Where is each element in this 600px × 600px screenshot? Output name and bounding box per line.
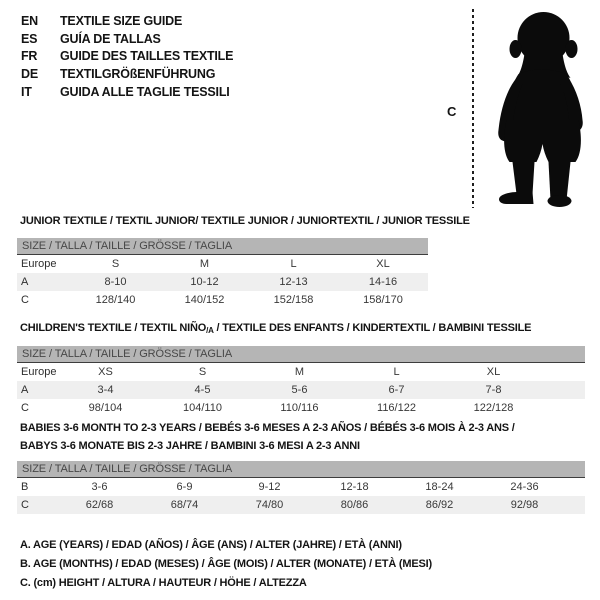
row-label-cell: C <box>21 294 29 306</box>
children-section-heading <box>20 322 531 335</box>
value-cell: 10-12 <box>190 276 219 288</box>
row-label-cell: A <box>21 384 29 396</box>
junior-size-table <box>17 238 428 309</box>
value-cell: 8-10 <box>104 276 127 288</box>
language-row <box>21 30 233 48</box>
language-row <box>21 83 233 101</box>
row-label-cell: C <box>21 499 29 511</box>
table-row <box>17 273 428 291</box>
row-label-cell: B <box>21 481 29 493</box>
language-title: GUÍA DE TALLAS <box>60 31 161 46</box>
value-cell <box>542 381 585 399</box>
language-title: TEXTILE SIZE GUIDE <box>60 13 183 28</box>
footnotes <box>20 536 432 593</box>
row-label-cell: A <box>21 276 29 288</box>
children-heading-subscript: /A <box>206 326 214 335</box>
value-cell: 12-18 <box>340 481 369 493</box>
size-header-bar: SIZE / TALLA / TAILLE / GRÖSSE / TAGLIA <box>17 346 585 363</box>
footnote-line-b: B. AGE (MONTHS) / EDAD (MESES) / ÂGE (MOIS) / ALTER (MONATE) / ETÀ (MESI) <box>20 558 432 570</box>
children-heading-suffix: / TEXTILE DES ENFANTS / KINDERTEXTIL / BAMBINI TESSILE <box>213 322 532 334</box>
value-cell: 122/128 <box>473 402 514 414</box>
height-dashed-line <box>472 9 474 208</box>
value-cell: 98/104 <box>88 402 123 414</box>
language-code: IT <box>21 85 32 100</box>
height-label-c: C <box>447 104 457 119</box>
babies-size-table <box>17 461 585 514</box>
toddler-silhouette-icon <box>486 8 599 210</box>
language-title-block <box>21 12 233 101</box>
language-row <box>21 48 233 66</box>
value-cell: 6-9 <box>176 481 193 493</box>
language-code: FR <box>21 49 38 64</box>
value-cell: 3-4 <box>97 384 114 396</box>
children-table-grid <box>17 363 585 417</box>
value-cell: 80/86 <box>340 499 369 511</box>
language-code: DE <box>21 67 38 82</box>
value-cell: S <box>198 366 207 378</box>
value-cell: 5-6 <box>291 384 308 396</box>
value-cell: 74/80 <box>255 499 284 511</box>
value-cell: S <box>111 258 120 270</box>
size-header-bar: SIZE / TALLA / TAILLE / GRÖSSE / TAGLIA <box>17 238 428 255</box>
value-cell: 158/170 <box>363 294 403 306</box>
value-cell <box>567 496 585 514</box>
value-cell: 152/158 <box>273 294 314 306</box>
value-cell: 128/140 <box>95 294 136 306</box>
value-cell: L <box>290 258 297 270</box>
value-cell <box>542 399 585 417</box>
junior-table-grid <box>17 255 428 309</box>
babies-section-heading <box>20 420 515 455</box>
row-label-cell: Europe <box>21 258 57 270</box>
row-label-cell: Europe <box>21 366 57 378</box>
table-row <box>17 496 585 514</box>
table-row <box>17 291 428 309</box>
footnote-line-a: A. AGE (YEARS) / EDAD (AÑOS) / ÂGE (ANS) / ALTER (JAHRE) / ETÀ (ANNI) <box>20 539 402 551</box>
table-row <box>17 399 585 417</box>
value-cell: 104/110 <box>183 402 222 414</box>
value-cell: 7-8 <box>485 384 502 396</box>
language-row <box>21 65 233 83</box>
value-cell: 3-6 <box>91 481 108 493</box>
value-cell: XS <box>98 366 113 378</box>
value-cell: 110/116 <box>280 402 319 414</box>
value-cell: 14-16 <box>368 276 398 288</box>
value-cell: 140/152 <box>184 294 225 306</box>
language-code: ES <box>21 31 38 46</box>
children-size-table <box>17 346 585 417</box>
value-cell: 68/74 <box>170 499 199 511</box>
language-title: GUIDE DES TAILLES TEXTILE <box>60 49 234 64</box>
value-cell: 4-5 <box>194 384 211 396</box>
value-cell: M <box>199 258 210 270</box>
value-cell: 116/122 <box>377 402 416 414</box>
children-heading-prefix: CHILDREN'S TEXTILE / TEXTIL NIÑO <box>20 322 207 334</box>
value-cell: 18-24 <box>425 481 454 493</box>
value-cell: 86/92 <box>425 499 454 511</box>
value-cell: M <box>294 366 305 378</box>
value-cell: XL <box>486 366 501 378</box>
footnote-line-c: C. (cm) HEIGHT / ALTURA / HAUTEUR / HÖHE / ALTEZZA <box>20 577 307 589</box>
language-title: GUIDA ALLE TAGLIE TESSILI <box>60 85 230 100</box>
language-row <box>21 12 233 30</box>
babies-heading-line2: BABYS 3-6 MONATE BIS 2-3 JAHRE / BAMBINI 3-6 MESI A 2-3 ANNI <box>20 439 360 452</box>
language-title: TEXTILGRÖßENFÜHRUNG <box>60 67 216 82</box>
junior-section-heading: JUNIOR TEXTILE / TEXTIL JUNIOR/ TEXTILE JUNIOR / JUNIORTEXTIL / JUNIOR TESSILE <box>20 215 470 227</box>
value-cell: 24-36 <box>510 481 539 493</box>
value-cell: XL <box>376 258 390 270</box>
value-cell: 12-13 <box>279 276 308 288</box>
size-header-bar: SIZE / TALLA / TAILLE / GRÖSSE / TAGLIA <box>17 461 585 478</box>
language-code: EN <box>21 13 38 28</box>
value-cell: 9-12 <box>258 481 281 493</box>
table-row <box>17 381 585 399</box>
value-cell: 62/68 <box>85 499 114 511</box>
row-label-cell: C <box>21 402 29 414</box>
value-cell: L <box>393 366 400 378</box>
table-row <box>17 478 585 496</box>
value-cell <box>567 478 585 496</box>
value-cell: 92/98 <box>510 499 539 511</box>
babies-heading-line1: BABIES 3-6 MONTH TO 2-3 YEARS / BEBÉS 3-6 MESES A 2-3 AÑOS / BÉBÉS 3-6 MOIS À 2-3 ANS / <box>20 422 515 434</box>
table-row <box>17 255 428 273</box>
table-row <box>17 363 585 381</box>
babies-table-grid <box>17 478 585 514</box>
value-cell <box>542 363 585 381</box>
value-cell: 6-7 <box>388 384 405 396</box>
